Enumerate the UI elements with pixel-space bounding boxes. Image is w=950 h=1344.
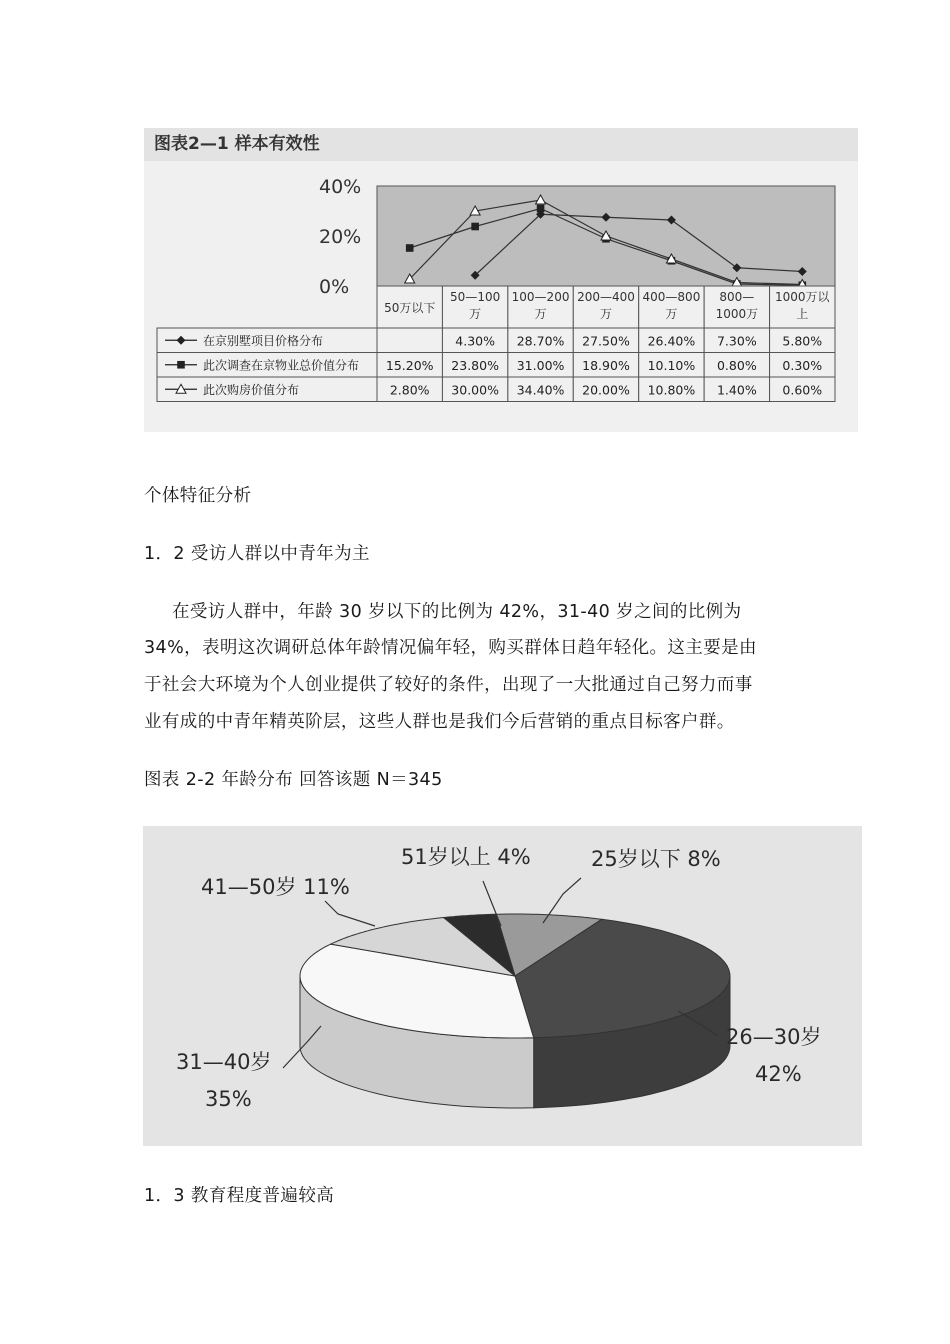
table-value: 26.40% xyxy=(647,333,696,349)
pie-label-25-below: 25岁以下 8% xyxy=(591,847,721,871)
table-value: 10.10% xyxy=(647,357,696,373)
table-value: 28.70% xyxy=(516,333,565,349)
pie-chart-age-distribution xyxy=(143,826,862,1146)
data-point xyxy=(537,205,545,213)
pie-label-31-40-pct: 35% xyxy=(205,1087,252,1111)
heading-1-3: 1．3 教育程度普遍较高 xyxy=(144,1186,335,1206)
category-label: 万 xyxy=(665,307,678,321)
table-value: 5.80% xyxy=(782,333,823,349)
figure-sample-validity xyxy=(144,128,858,432)
legend-label: 在京别墅项目价格分布 xyxy=(203,333,324,348)
data-point xyxy=(406,244,414,252)
table-value: 27.50% xyxy=(582,333,630,349)
table-value: 10.80% xyxy=(647,382,696,398)
paragraph-line-3: 于社会大环境为个人创业提供了较好的条件，出现了一大批通过自己努力而事 xyxy=(144,675,753,695)
category-label: 50—100 xyxy=(450,290,501,304)
pie-label-26-30-pct: 42% xyxy=(755,1062,802,1086)
y-tick-label: 0% xyxy=(319,276,350,298)
table-value: 7.30% xyxy=(716,333,757,349)
y-tick-label: 20% xyxy=(319,226,362,248)
category-label: 200—400 xyxy=(577,290,635,304)
table-value: 4.30% xyxy=(455,333,496,349)
legend-label: 此次购房价值分布 xyxy=(203,382,300,397)
table-value: 0.60% xyxy=(782,382,823,398)
category-label: 万 xyxy=(599,307,613,321)
table-value: 34.40% xyxy=(516,382,565,398)
pie-label-41-50: 41—50岁 11% xyxy=(201,875,350,899)
category-label: 400—800 xyxy=(642,290,701,304)
table-value: 30.00% xyxy=(451,382,499,398)
leader-line-41 xyxy=(325,901,375,926)
category-label: 上 xyxy=(796,307,809,321)
category-label: 1000万 xyxy=(715,307,759,321)
table-value: 0.80% xyxy=(716,357,757,373)
table-value: 18.90% xyxy=(582,357,630,373)
category-label: 万 xyxy=(469,307,482,321)
line-chart-sample-validity xyxy=(144,128,858,432)
paragraph-line-2: 34%，表明这次调研总体年龄情况偏年轻，购买群体日趋年轻化。这主要是由 xyxy=(144,638,757,658)
pie-label-31-40: 31—40岁 xyxy=(176,1050,272,1074)
legend-label: 此次调查在京物业总价值分布 xyxy=(203,358,360,373)
table-value: 2.80% xyxy=(389,382,430,398)
table-value: 23.80% xyxy=(451,357,499,373)
table-value: 20.00% xyxy=(582,382,630,398)
paragraph-line-1: 在受访人群中，年龄 30 岁以下的比例为 42%，31-40 岁之间的比例为 xyxy=(172,602,742,622)
section-heading: 个体特征分析 xyxy=(144,486,252,506)
paragraph-line-4: 业有成的中青年精英阶层，这些人群也是我们今后营销的重点目标客户群。 xyxy=(144,712,735,732)
y-tick-label: 40% xyxy=(319,176,362,198)
category-label: 100—200 xyxy=(511,290,570,304)
heading-1-2: 1．2 受访人群以中青年为主 xyxy=(144,544,370,564)
category-label: 1000万以 xyxy=(775,290,830,304)
data-point xyxy=(471,223,479,231)
figure1-title: 图表2—1 样本有效性 xyxy=(154,134,320,154)
figure2-caption: 图表 2-2 年龄分布 回答该题 N＝345 xyxy=(144,770,443,790)
table-cell xyxy=(377,328,442,353)
pie-label-26-30: 26—30岁 xyxy=(726,1025,822,1049)
category-label: 万 xyxy=(534,307,547,321)
category-label: 50万以下 xyxy=(384,301,436,315)
table-value: 1.40% xyxy=(716,382,757,398)
table-value: 31.00% xyxy=(516,357,565,373)
legend-marker xyxy=(177,361,185,369)
figure-age-distribution xyxy=(143,826,862,1146)
category-label: 800— xyxy=(719,290,755,304)
pie-label-51-above: 51岁以上 4% xyxy=(401,845,531,869)
table-value: 0.30% xyxy=(782,357,823,373)
table-value: 15.20% xyxy=(385,357,434,373)
